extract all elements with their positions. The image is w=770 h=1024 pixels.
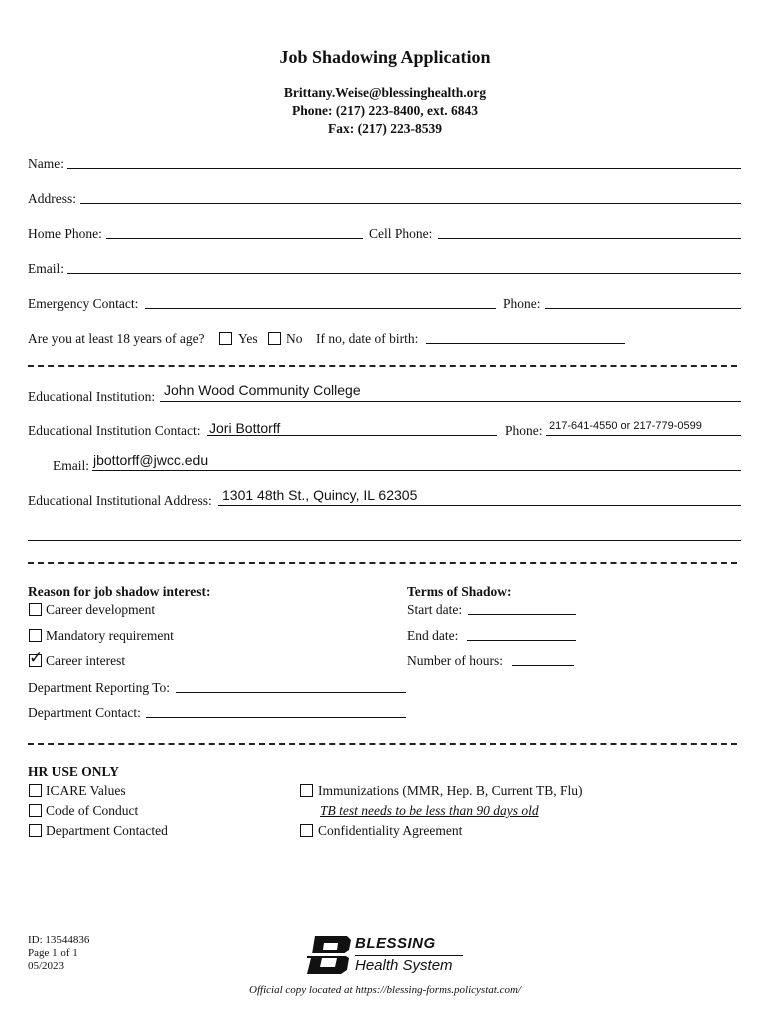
institution-contact-value[interactable]: Jori Bottorff [209,420,281,436]
dob-label: If no, date of birth: [316,331,419,346]
end-date-label: End date: [407,628,459,643]
form-title: Job Shadowing Application [279,47,491,67]
no-label: No [286,331,303,346]
dept-contact-label: Department Contact: [28,705,141,720]
institution-address-field-line2[interactable] [28,540,741,541]
icare-checkbox[interactable] [29,784,42,797]
yes-checkbox[interactable] [219,332,232,345]
address-field[interactable] [80,203,741,204]
dept-contacted-checkbox[interactable] [29,824,42,837]
terms-heading: Terms of Shadow: [407,584,512,599]
section-divider [28,743,737,745]
confidentiality-checkbox[interactable] [300,824,313,837]
header-email: Brittany.Weise@blessinghealth.org [283,85,487,100]
dept-contacted-label: Department Contacted [46,823,168,838]
address-label: Address: [28,191,76,206]
institution-address-label: Educational Institutional Address: [28,493,212,508]
tb-note: TB test needs to be less than 90 days old [320,803,539,818]
footer-page: Page 1 of 1 [28,947,78,959]
institution-contact-label: Educational Institution Contact: [28,423,201,438]
institution-value[interactable]: John Wood Community College [164,382,361,398]
career-development-label: Career development [46,602,156,617]
logo-rule [355,955,463,956]
mandatory-requirement-checkbox[interactable] [29,629,42,642]
section-divider [28,365,737,367]
email-field[interactable] [67,273,741,274]
institution-phone-label: Phone: [505,423,543,438]
emergency-contact-label: Emergency Contact: [28,296,139,311]
hours-label: Number of hours: [407,653,503,668]
institution-email-label: Email: [53,458,89,473]
hr-heading: HR USE ONLY [28,764,120,779]
start-date-label: Start date: [407,602,463,617]
institution-email-field[interactable] [92,470,741,471]
emergency-contact-field[interactable] [145,308,496,309]
home-phone-label: Home Phone: [28,226,102,241]
emergency-phone-label: Phone: [503,296,541,311]
hours-field[interactable] [512,665,574,666]
end-date-field[interactable] [467,640,576,641]
footer-date: 05/2023 [28,960,65,972]
institution-phone-value[interactable]: 217-641-4550 or 217-779-0599 [549,420,702,432]
footer-id: ID: 13544836 [28,934,90,946]
immunizations-checkbox[interactable] [300,784,313,797]
no-checkbox[interactable] [268,332,281,345]
institution-address-field[interactable] [218,505,741,506]
code-of-conduct-checkbox[interactable] [29,804,42,817]
yes-label: Yes [238,331,258,346]
career-interest-label: Career interest [46,653,126,668]
immunizations-label: Immunizations (MMR, Hep. B, Current TB, Flu) [318,783,583,798]
logo-blessing: BLESSING [355,935,436,952]
header-fax: Fax: (217) 223-8539 [328,121,442,136]
emergency-phone-field[interactable] [545,308,741,309]
institution-email-value[interactable]: jbottorff@jwcc.edu [93,452,209,468]
name-label: Name: [28,156,64,171]
home-phone-field[interactable] [106,238,363,239]
blessing-b-logo-icon [307,934,353,974]
code-of-conduct-label: Code of Conduct [46,803,139,818]
name-field[interactable] [67,168,741,169]
age-question: Are you at least 18 years of age? [28,331,205,346]
cell-phone-field[interactable] [438,238,741,239]
checkmark-icon: ✓ [29,648,44,668]
dept-contact-field[interactable] [146,717,406,718]
email-label: Email: [28,261,64,276]
institution-field[interactable] [160,401,741,402]
official-copy-note: Official copy located at https://blessing-forms.policystat.com/ [249,984,521,996]
header-phone: Phone: (217) 223-8400, ext. 6843 [292,103,478,118]
career-development-checkbox[interactable] [29,603,42,616]
institution-phone-field[interactable] [546,435,741,436]
mandatory-requirement-label: Mandatory requirement [46,628,174,643]
reason-heading: Reason for job shadow interest: [28,584,211,599]
dept-reporting-label: Department Reporting To: [28,680,171,695]
dept-reporting-field[interactable] [176,692,406,693]
institution-label: Educational Institution: [28,389,156,404]
icare-label: ICARE Values [46,783,126,798]
section-divider [28,562,737,564]
institution-address-value[interactable]: 1301 48th St., Quincy, IL 62305 [222,487,418,503]
start-date-field[interactable] [468,614,576,615]
confidentiality-label: Confidentiality Agreement [318,823,463,838]
dob-field[interactable] [426,343,625,344]
logo-health-system: Health System [355,957,453,974]
cell-phone-label: Cell Phone: [369,226,433,241]
